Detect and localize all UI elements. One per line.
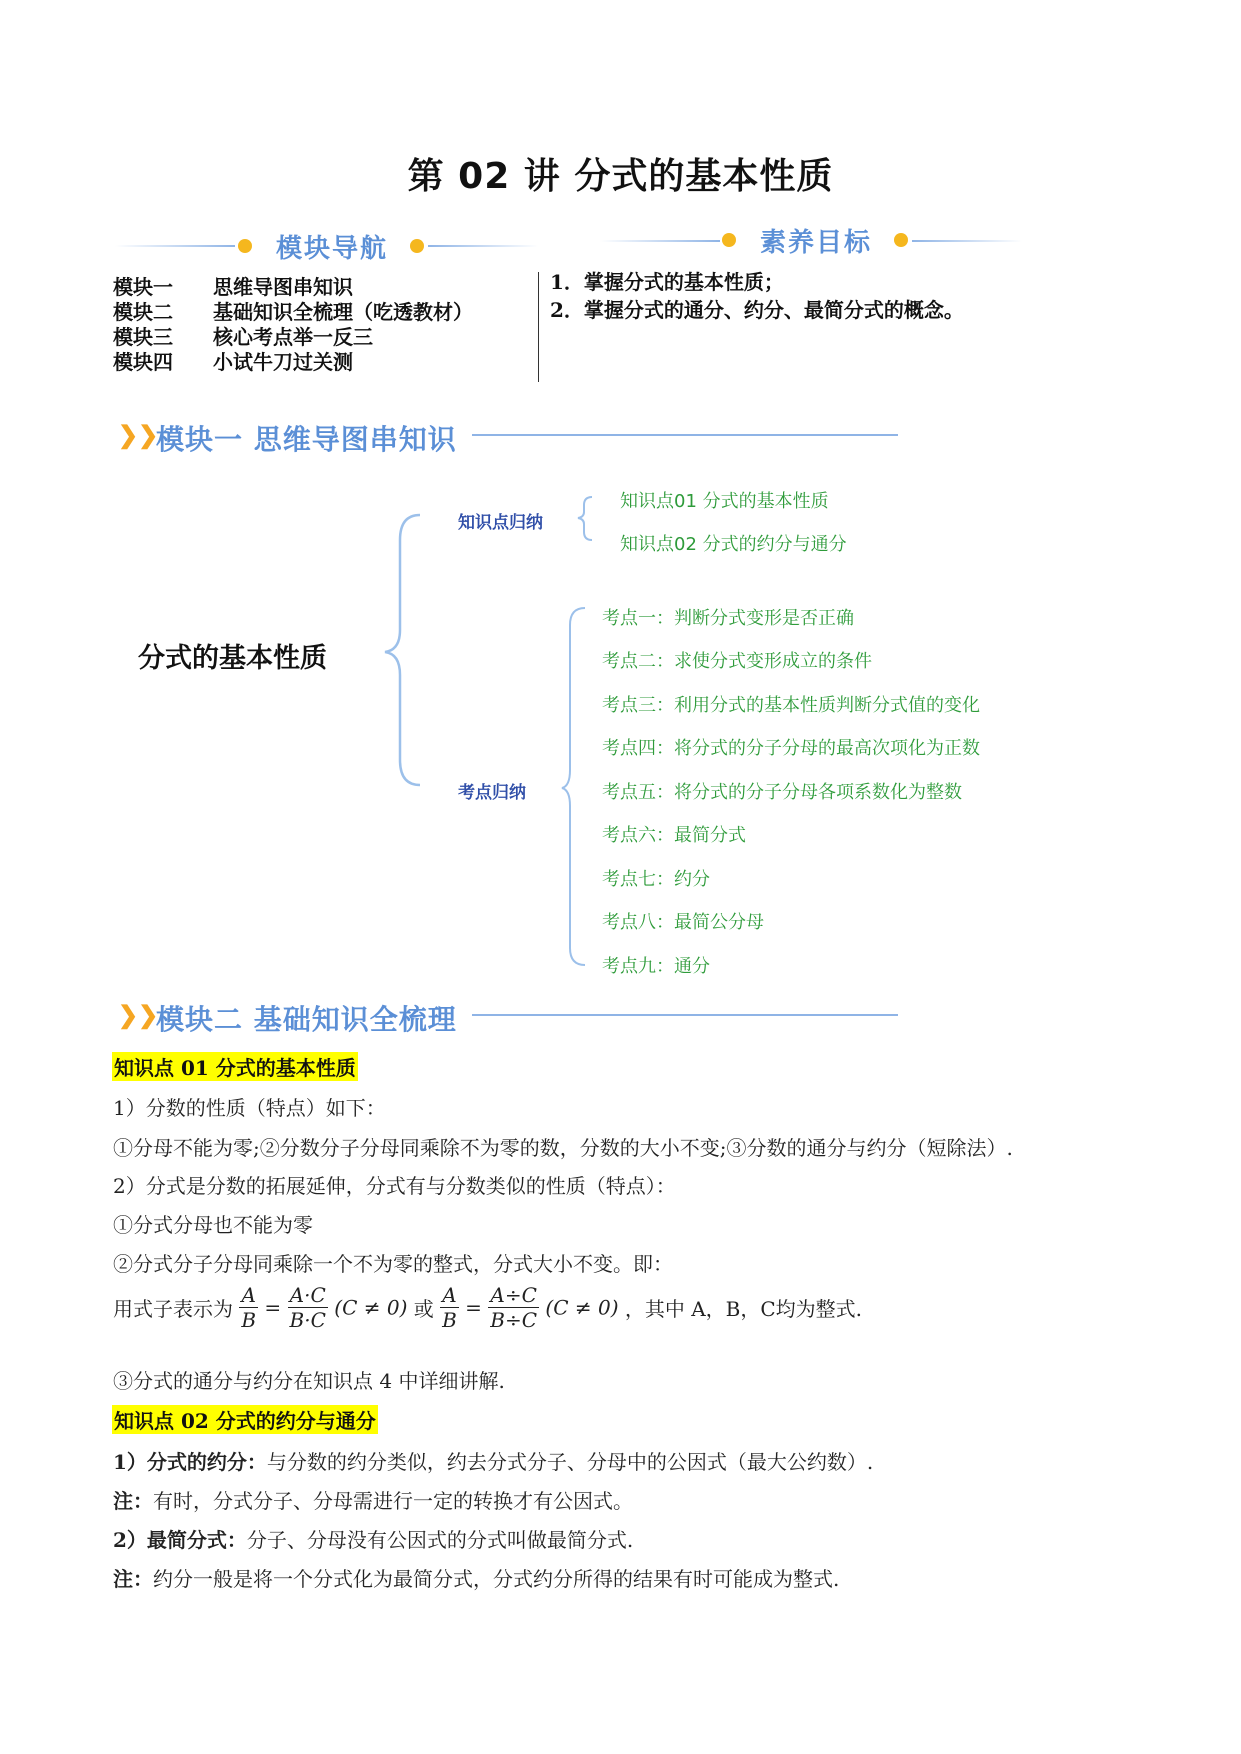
nav-item: 模块三 核心考点举一反三 bbox=[113, 325, 373, 349]
mindmap-root: 分式的基本性质 bbox=[138, 643, 327, 674]
module2-arrow-icon: ❯❯ bbox=[118, 1000, 159, 1029]
mindmap-branch-knowledge: 知识点归纳 bbox=[458, 513, 543, 533]
mindmap-leaf: 知识点02 分式的约分与通分 bbox=[620, 534, 847, 555]
module2-rule bbox=[472, 1014, 898, 1016]
module2-title: 模块二 基础知识全梳理 bbox=[156, 1003, 457, 1036]
kp1-line: ②分式分子分母同乘除一个不为零的整式，分式大小不变。即： bbox=[113, 1252, 673, 1276]
mindmap-leaf: 考点五：将分式的分子分母各项系数化为整数 bbox=[602, 782, 962, 803]
nav-item: 模块一 思维导图串知识 bbox=[113, 275, 353, 299]
fraction: $\frac{A}{B}$ bbox=[241, 1283, 257, 1332]
kp1-line: 1）分数的性质（特点）如下： bbox=[113, 1096, 386, 1120]
kp2-title: 知识点 02 分式的约分与通分 bbox=[112, 1405, 378, 1434]
mindmap-leaf: 知识点01 分式的基本性质 bbox=[620, 491, 829, 512]
mindmap-leaf: 考点七：约分 bbox=[602, 869, 710, 890]
kp1-line: ①分母不能为零;②分数分子分母同乘除不为零的数，分数的大小不变;③分数的通分与约分（短除法）. bbox=[113, 1136, 1013, 1160]
kp2-note: 注：约分一般是将一个分式化为最简分式，分式约分所得的结果有时可能成为整式. bbox=[113, 1567, 840, 1591]
kp1-line: ③分式的通分与约分在知识点 4 中详细讲解. bbox=[113, 1369, 505, 1393]
mindmap-leaf: 考点三：利用分式的基本性质判断分式值的变化 bbox=[602, 695, 980, 716]
fraction: $\frac{A\cdot C}{B\cdot C}$ bbox=[289, 1283, 326, 1332]
mindmap-leaf: 考点二：求使分式变形成立的条件 bbox=[602, 651, 872, 672]
kp2-note: 注：有时，分式分子、分母需进行一定的转换才有公因式。 bbox=[113, 1489, 633, 1513]
kp1-title: 知识点 01 分式的基本性质 bbox=[112, 1052, 358, 1081]
fraction: $\frac{A}{B}$ bbox=[442, 1283, 457, 1332]
goal-item: 2．掌握分式的通分、约分、最简分式的概念。 bbox=[550, 298, 964, 322]
mindmap-leaf: 考点一：判断分式变形是否正确 bbox=[602, 608, 854, 629]
kp2-line: 2）最简分式：分子、分母没有公因式的分式叫做最简分式. bbox=[113, 1528, 634, 1552]
mindmap-leaf: 考点八：最简公分母 bbox=[602, 912, 764, 933]
kp1-line: ①分式分母也不能为零 bbox=[113, 1213, 313, 1237]
mindmap-leaf: 考点四：将分式的分子分母的最高次项化为正数 bbox=[602, 738, 980, 759]
mindmap-leaf: 考点六：最简分式 bbox=[602, 825, 746, 846]
page-title: 第 02 讲 分式的基本性质 bbox=[407, 156, 834, 197]
goal-item: 1．掌握分式的基本性质； bbox=[550, 270, 784, 294]
module1-title: 模块一 思维导图串知识 bbox=[156, 423, 457, 456]
kp2-line: 1）分式的约分：与分数的约分类似，约去分式分子、分母中的公因式（最大公约数）. bbox=[113, 1450, 874, 1474]
goal-header: 素养目标 bbox=[760, 228, 873, 258]
nav-item: 模块二 基础知识全梳理（吃透教材） bbox=[113, 300, 473, 324]
module1-arrow-icon: ❯❯ bbox=[118, 420, 159, 449]
kp1-line: 2）分式是分数的拓展延伸，分式有与分数类似的性质（特点）： bbox=[113, 1174, 676, 1198]
mindmap-leaf: 考点九：通分 bbox=[602, 956, 710, 977]
nav-item: 模块四 小试牛刀过关测 bbox=[113, 350, 353, 374]
fraction: $\frac{A\div C}{B\div C}$ bbox=[490, 1283, 538, 1332]
nav-header: 模块导航 bbox=[276, 234, 389, 264]
kp1-formula: 用式子表示为 $\frac{A}{B}$ = $\frac{A\cdot C}{B\cdot C}$ (C ≠ 0) 或 $\frac{A}{B}$ = $\frac{A\div C}{B\div C}$ (C ≠ 0) ，其中 A，B，C均为整式. bbox=[113, 1283, 863, 1332]
mindmap-branch-exam: 考点归纳 bbox=[458, 783, 526, 803]
